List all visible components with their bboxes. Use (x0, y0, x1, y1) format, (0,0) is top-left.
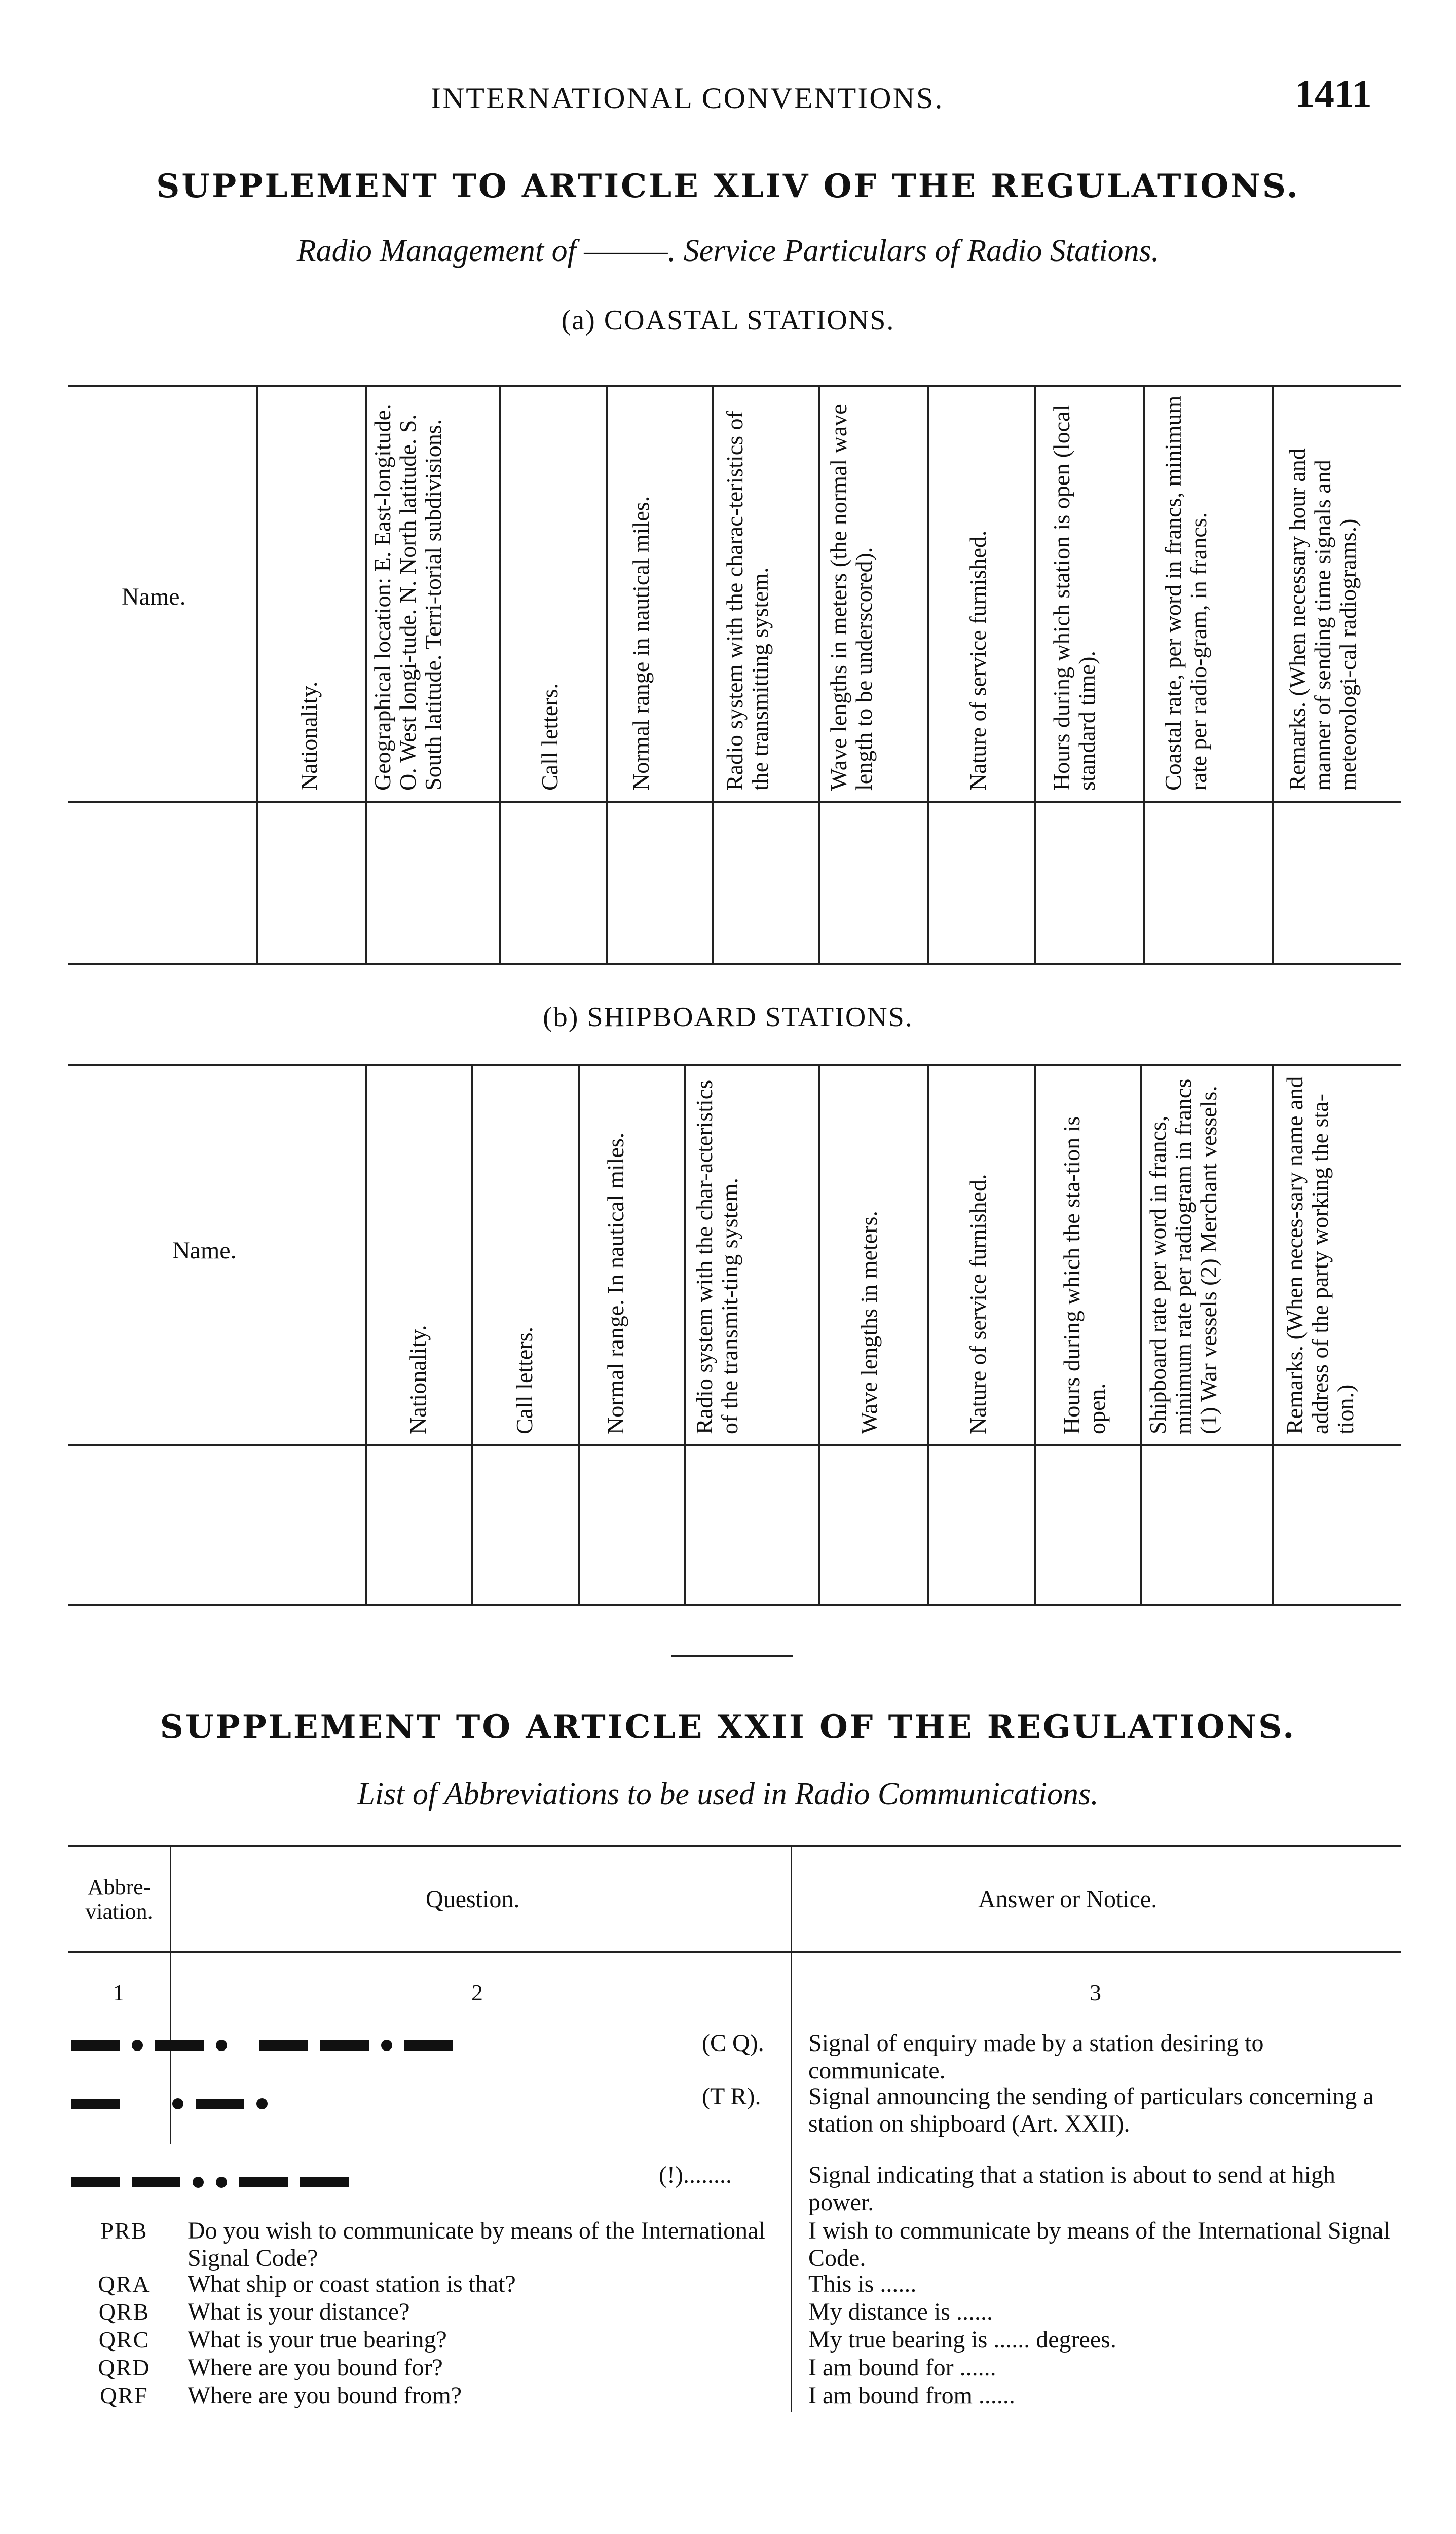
table-rule (68, 963, 1401, 965)
column-rule (499, 385, 501, 963)
morse-signal-cq (71, 2040, 465, 2051)
column-rule (1140, 1064, 1142, 1604)
abbreviation-question: What is your true bearing? (188, 2326, 447, 2353)
section-divider (671, 1655, 793, 1657)
abbreviation-answer: My true bearing is ...... degrees. (808, 2326, 1116, 2353)
column-header-call-letters: Call letters. (511, 1326, 537, 1434)
abbreviation-answer: I am bound from ...... (808, 2382, 1015, 2409)
column-header-wave-lengths: Wave lengths in meters (the normal wave length to be underscored). (826, 404, 877, 791)
coastal-stations-heading: (a) COASTAL STATIONS. (561, 305, 895, 336)
column-rule (1272, 1064, 1274, 1604)
column-rule (1034, 385, 1036, 963)
column-rule (1034, 1064, 1036, 1604)
abbreviation-question: What ship or coast station is that? (188, 2270, 516, 2297)
abbreviation-code: QRB (98, 2299, 150, 2325)
abbreviation-code: PRB (100, 2218, 148, 2244)
column-header-normal-range: Normal range. In nautical miles. (603, 1132, 628, 1434)
table-rule (68, 1444, 1401, 1446)
column-header-nationality: Nationality. (296, 681, 322, 791)
column-header-nature-of-service: Nature of service furnished. (965, 530, 991, 791)
table-rule (68, 1064, 1401, 1066)
column-rule (578, 1064, 580, 1604)
morse-answer-high-power: Signal indicating that a station is about to send at high power. (808, 2162, 1335, 2216)
column-header-radio-system: Radio system with the char-acteristics of the transmit-ting system. (691, 1079, 742, 1434)
supplement-xxii-subtitle: List of Abbreviations to be used in Radio Communications. (357, 1777, 1099, 1811)
column-rule (712, 385, 714, 963)
column-header-shipboard-rate: Shipboard rate per word in francs, minimum rate per radiogram in francs (1) War vessels (2) Merchant vessels. (1145, 1078, 1221, 1434)
column-header-call-letters: Call letters. (537, 683, 563, 791)
column-header-nature-of-service: Nature of service furnished. (965, 1174, 991, 1434)
running-head: INTERNATIONAL CONVENTIONS. (431, 82, 944, 115)
morse-signal-tr (71, 2098, 280, 2109)
abbreviation-question: What is your distance? (188, 2298, 410, 2325)
abbreviation-question: Where are you bound from? (188, 2382, 462, 2409)
column-rule (1272, 385, 1274, 963)
table-rule (68, 385, 1401, 387)
abbreviation-answer: I wish to communicate by means of the International Signal Code. (808, 2217, 1390, 2271)
header-abbreviation: Abbre-viation. (85, 1875, 153, 1924)
abbreviation-question: Where are you bound for? (188, 2354, 443, 2381)
column-rule (1143, 385, 1145, 963)
table-rule (68, 1951, 1401, 1953)
shipboard-stations-heading: (b) SHIPBOARD STATIONS. (543, 1001, 913, 1033)
column-rule (471, 1064, 473, 1604)
column-header-nationality: Nationality. (405, 1325, 431, 1434)
column-header-hours-open: Hours during which station is open (local standard time). (1049, 404, 1100, 791)
abbreviation-answer: This is ...... (808, 2270, 917, 2297)
column-rule (684, 1064, 686, 1604)
column-header-coastal-rate: Coastal rate, per word in francs, minimum rate per radio-gram, in francs. (1160, 395, 1211, 791)
column-number-3: 3 (1090, 1980, 1101, 2005)
header-answer: Answer or Notice. (978, 1886, 1158, 1913)
abbreviation-code: QRC (98, 2327, 150, 2353)
abbreviation-code: QRF (100, 2382, 148, 2408)
table-rule (68, 1604, 1401, 1606)
morse-tag-tr: (T R). (702, 2083, 761, 2110)
header-question: Question. (426, 1886, 520, 1913)
supplement-xliv-subtitle: Radio Management of ———. Service Particulars of Radio Stations. (296, 234, 1160, 268)
column-header-name: Name. (122, 583, 186, 610)
column-rule (256, 385, 258, 963)
morse-tag-high-power: (!)........ (659, 2162, 732, 2188)
page-number: 1411 (1295, 71, 1372, 116)
column-header-normal-range: Normal range in nautical miles. (628, 496, 654, 791)
column-header-geographical-location: Geographical location: E. East-longitude. O. West longi-tude. N. North latitude. S. South latitude. Terri-torial subdivisions. (369, 404, 446, 791)
column-number-2: 2 (471, 1980, 483, 2005)
column-rule (818, 385, 820, 963)
column-rule (365, 1064, 367, 1604)
morse-answer-cq: Signal of enquiry made by a station desiring to communicate. (808, 2030, 1264, 2084)
column-rule (791, 1845, 792, 2412)
column-header-remarks: Remarks. (When neces-sary name and address of the party working the sta-tion.) (1282, 1076, 1358, 1434)
column-number-1: 1 (113, 1980, 124, 2005)
morse-signal-high-power (71, 2177, 361, 2188)
column-header-wave-lengths: Wave lengths in meters. (856, 1211, 882, 1434)
supplement-xliv-title: SUPPLEMENT TO ARTICLE XLIV OF THE REGULATIONS. (156, 167, 1300, 205)
column-rule (818, 1064, 820, 1604)
table-rule (68, 1845, 1401, 1847)
column-header-remarks: Remarks. (When necessary hour and manner of sending time signals and meteorologi-cal radiograms.) (1284, 448, 1361, 791)
abbreviation-code: QRA (98, 2271, 151, 2297)
morse-answer-tr: Signal announcing the sending of particulars concerning a station on shipboard (Art. XXII). (808, 2083, 1374, 2137)
column-header-name: Name. (172, 1237, 237, 1264)
column-rule (927, 1064, 929, 1604)
table-rule (68, 801, 1401, 803)
column-header-hours-open: Hours during which the sta-tion is open. (1059, 1116, 1110, 1434)
supplement-xxii-title: SUPPLEMENT TO ARTICLE XXII OF THE REGULATIONS. (160, 1708, 1296, 1746)
column-rule (365, 385, 367, 963)
abbreviation-answer: My distance is ...... (808, 2298, 993, 2325)
column-rule (927, 385, 929, 963)
abbreviation-answer: I am bound for ...... (808, 2354, 996, 2381)
abbreviation-question: Do you wish to communicate by means of the International Signal Code? (188, 2217, 765, 2271)
morse-tag-cq: (C Q). (702, 2030, 764, 2057)
column-header-radio-system: Radio system with the charac-teristics of the transmitting system. (722, 411, 773, 791)
abbreviation-code: QRD (98, 2355, 151, 2380)
column-rule (606, 385, 608, 963)
